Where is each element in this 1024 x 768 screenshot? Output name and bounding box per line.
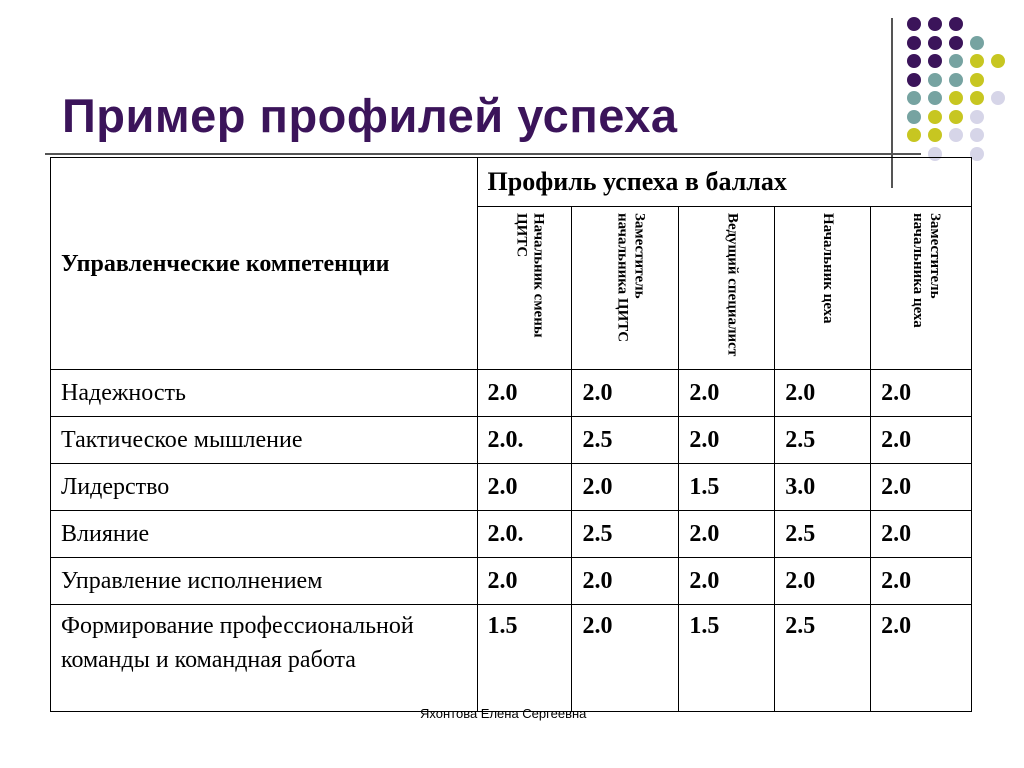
decor-dot — [928, 36, 942, 50]
table-cell: 2.0 — [679, 370, 775, 417]
decor-dot — [949, 128, 963, 142]
column-header — [477, 207, 572, 370]
table-cell: 2.0 — [871, 417, 972, 464]
decor-dot-grid — [907, 17, 1007, 167]
table-cell: 1.5 — [477, 605, 572, 712]
decor-horizontal-line — [45, 153, 921, 155]
column-header-text: Ведущий специалист — [724, 213, 741, 357]
row-label: Влияние — [51, 511, 478, 558]
decor-dot — [970, 73, 984, 87]
row-label: Формирование профессиональной команды и командная работа — [51, 605, 478, 712]
table-cell: 2.0 — [572, 605, 679, 712]
table-cell: 2.5 — [572, 511, 679, 558]
decor-dot — [907, 17, 921, 31]
decor-dot — [949, 54, 963, 68]
table-cell: 2.0 — [477, 370, 572, 417]
table-cell: 2.5 — [775, 511, 871, 558]
table-cell: 2.0 — [871, 605, 972, 712]
table-cell: 2.0. — [477, 511, 572, 558]
decor-dot — [970, 110, 984, 124]
column-header-text: Заместитель начальника цеха — [910, 213, 944, 328]
decor-dot — [991, 54, 1005, 68]
table-cell: 2.0. — [477, 417, 572, 464]
table-cell: 3.0 — [775, 464, 871, 511]
table-cell: 1.5 — [679, 605, 775, 712]
decor-dot — [907, 54, 921, 68]
table-cell: 2.0 — [572, 370, 679, 417]
table-cell: 2.5 — [572, 417, 679, 464]
decor-dot — [928, 17, 942, 31]
table-cell: 2.0 — [871, 370, 972, 417]
table-cell: 2.0 — [775, 370, 871, 417]
slide-title: Пример профилей успеха — [62, 89, 678, 142]
table-row — [51, 511, 972, 558]
column-header — [679, 207, 775, 370]
header-competencies: Управленческие компетенции — [51, 158, 478, 370]
table-cell: 2.0 — [871, 511, 972, 558]
table-row — [51, 605, 972, 712]
decor-dot — [970, 36, 984, 50]
decor-dot — [949, 73, 963, 87]
table-cell: 2.0 — [679, 417, 775, 464]
decor-dot — [928, 91, 942, 105]
column-header — [775, 207, 871, 370]
decor-dot — [907, 128, 921, 142]
column-header-text: Начальник смены ЦИТС — [513, 213, 547, 338]
decor-dot — [949, 110, 963, 124]
footer-author: Яхонтова Елена Сергеевна — [420, 706, 587, 721]
decor-dot — [907, 73, 921, 87]
column-header — [572, 207, 679, 370]
decor-dot — [907, 91, 921, 105]
table-cell: 2.0 — [871, 558, 972, 605]
header-profile: Профиль успеха в баллах — [477, 158, 971, 207]
table-cell: 2.5 — [775, 605, 871, 712]
table-cell: 2.5 — [775, 417, 871, 464]
decor-dot — [907, 110, 921, 124]
table-cell: 2.0 — [679, 558, 775, 605]
table-row — [51, 417, 972, 464]
table-row — [51, 464, 972, 511]
decor-dot — [970, 54, 984, 68]
table-cell: 2.0 — [477, 558, 572, 605]
table-cell: 2.0 — [679, 511, 775, 558]
row-label: Лидерство — [51, 464, 478, 511]
table-cell: 2.0 — [871, 464, 972, 511]
table-cell: 2.0 — [477, 464, 572, 511]
decor-dot — [970, 147, 984, 161]
column-header-text: Начальник цеха — [820, 213, 837, 324]
success-profile-table — [50, 157, 972, 712]
decor-dot — [928, 54, 942, 68]
decor-dot — [949, 36, 963, 50]
decor-dot — [991, 91, 1005, 105]
table-cell: 2.0 — [572, 558, 679, 605]
table-cell: 2.0 — [775, 558, 871, 605]
column-header — [871, 207, 972, 370]
decor-dot — [949, 91, 963, 105]
row-label: Надежность — [51, 370, 478, 417]
decor-dot — [928, 128, 942, 142]
row-label: Тактическое мышление — [51, 417, 478, 464]
row-label: Управление исполнением — [51, 558, 478, 605]
table-cell: 1.5 — [679, 464, 775, 511]
table-row — [51, 558, 972, 605]
decor-dot — [907, 36, 921, 50]
table-cell: 2.0 — [572, 464, 679, 511]
decor-dot — [970, 128, 984, 142]
table-row — [51, 370, 972, 417]
decor-dot — [970, 91, 984, 105]
decor-dot — [949, 17, 963, 31]
column-header-text: Заместитель начальника ЦИТС — [614, 213, 648, 343]
decor-dot — [928, 73, 942, 87]
decor-dot — [928, 110, 942, 124]
